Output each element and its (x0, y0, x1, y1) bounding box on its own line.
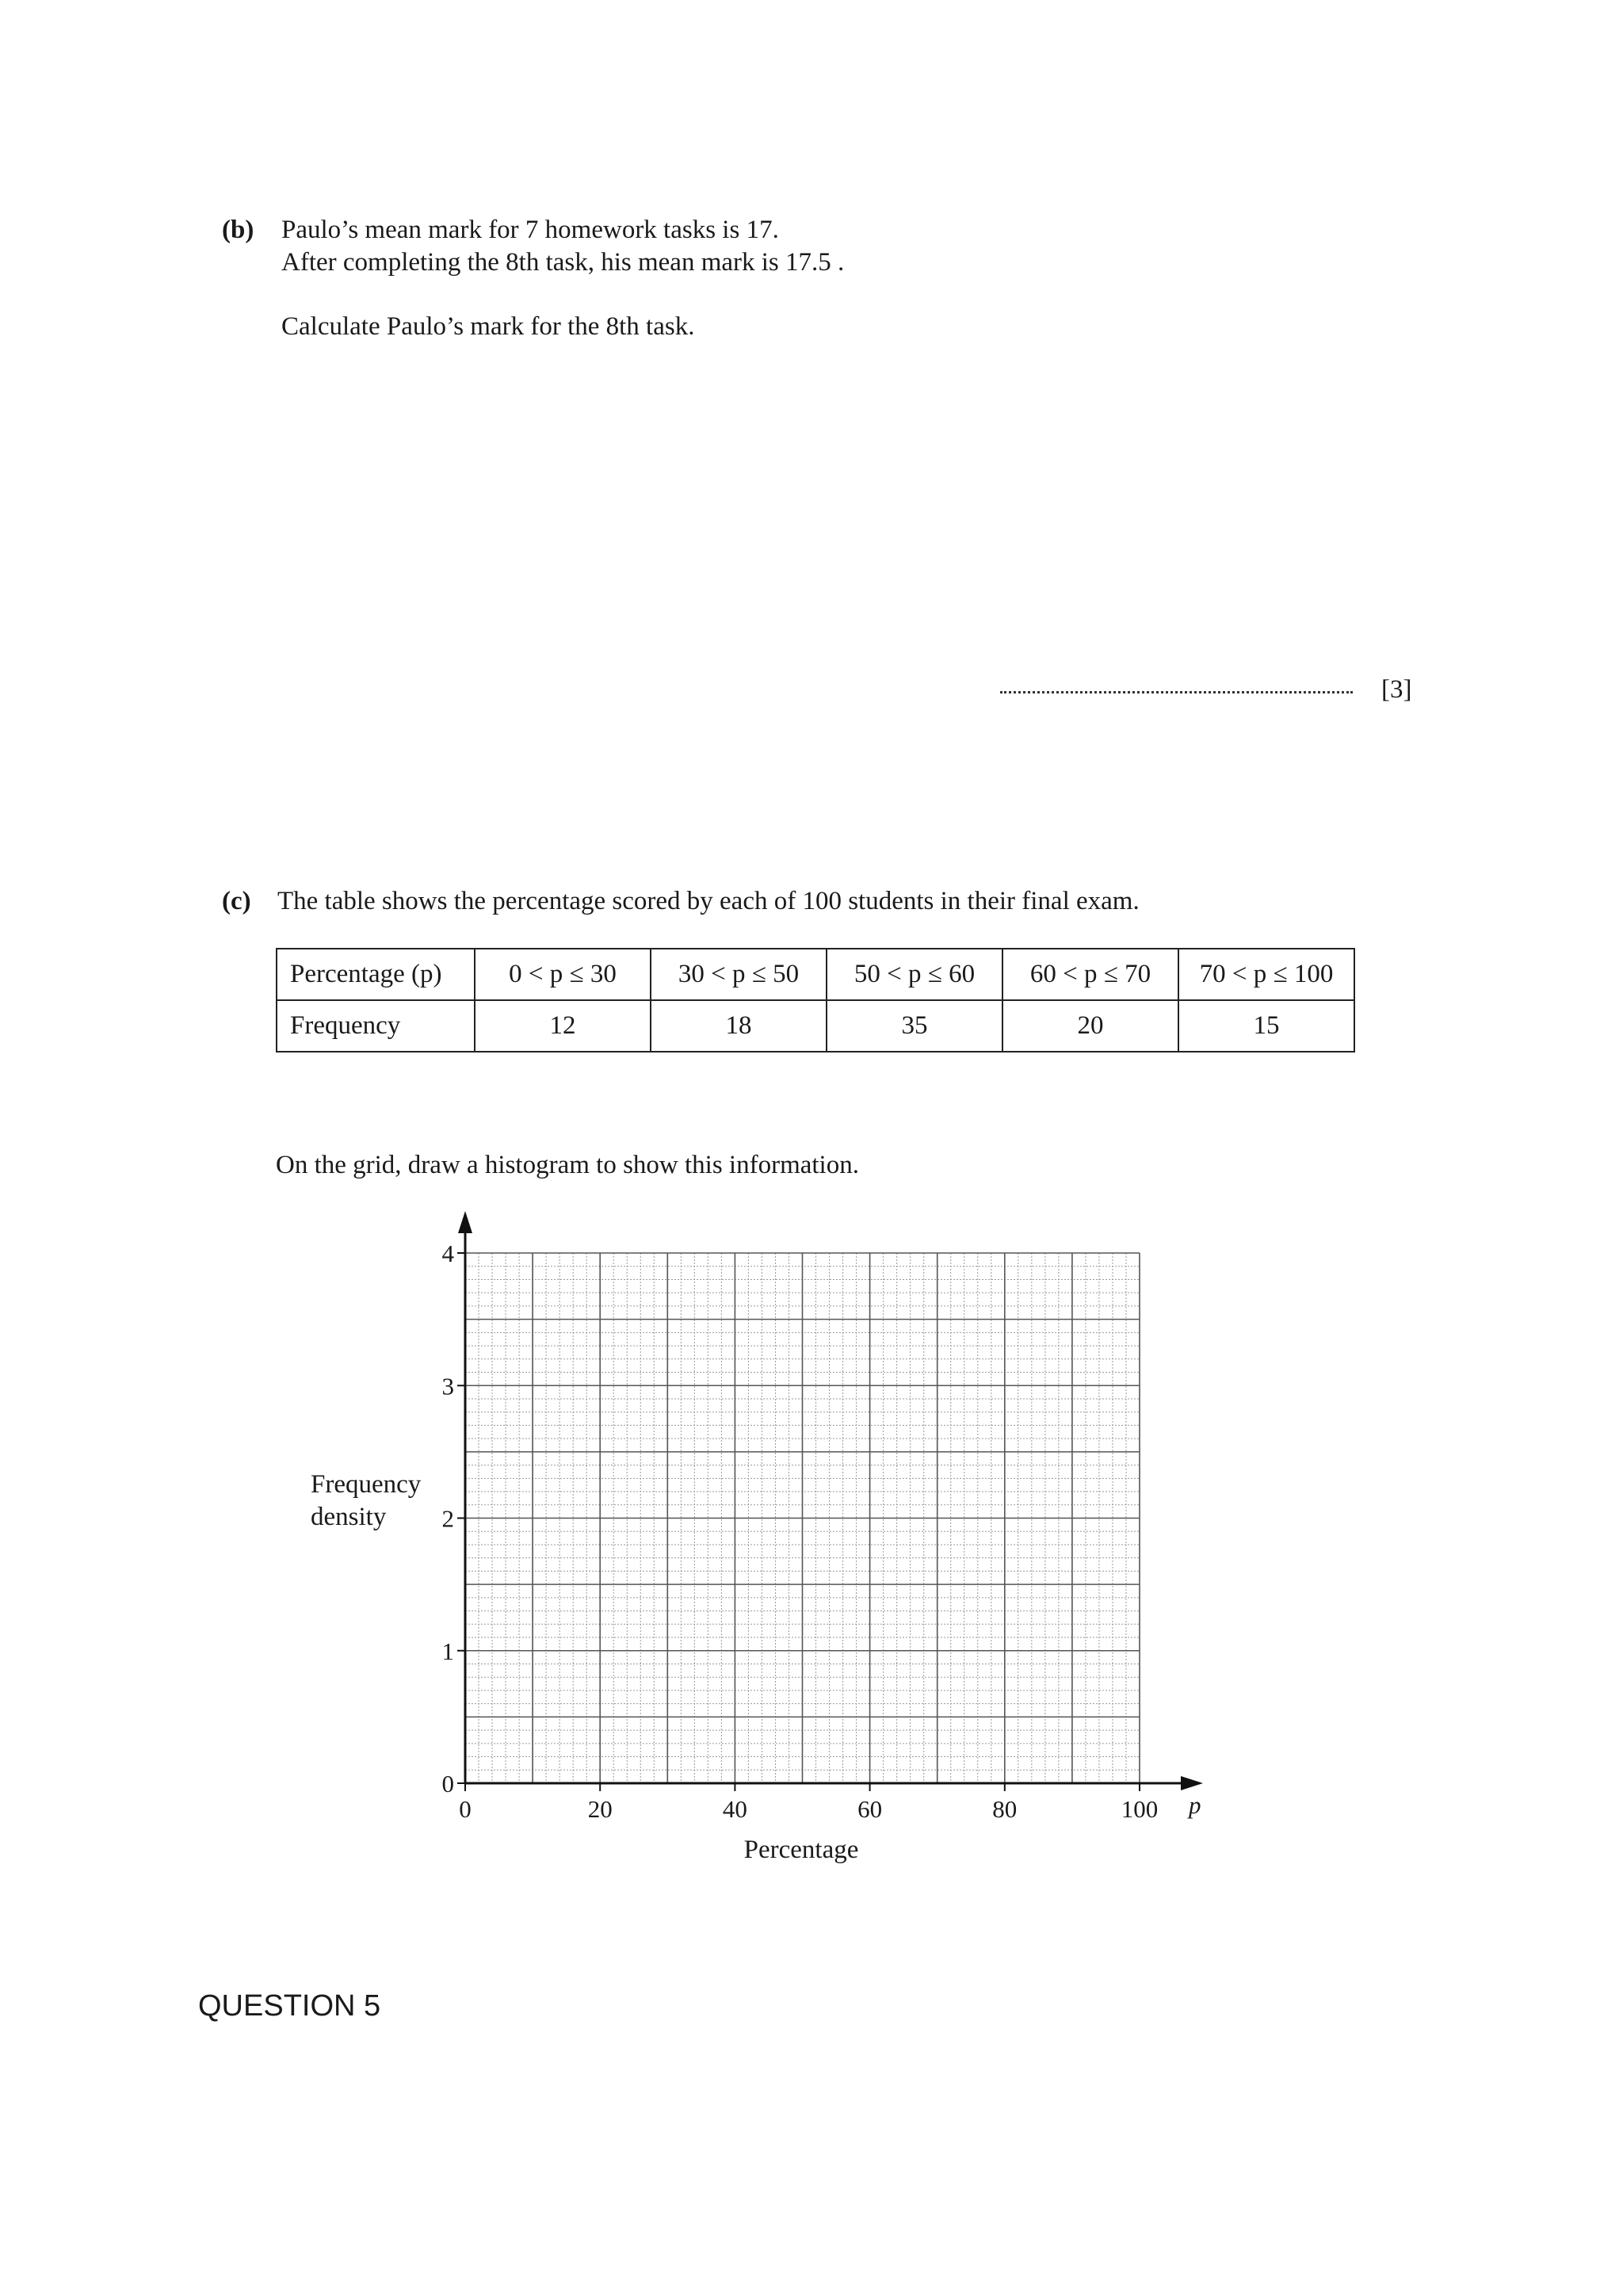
table-cell-interval: 0 < p ≤ 30 (475, 949, 651, 1000)
y-axis-arrow (458, 1211, 472, 1233)
y-axis-label-line-1: Frequency (311, 1470, 422, 1499)
table-cell-frequency: 35 (827, 1000, 1002, 1052)
part-b-label: (b) (222, 216, 254, 244)
y-tick-label: 4 (441, 1240, 454, 1267)
y-tick-label: 0 (441, 1770, 454, 1797)
y-axis-label-line-2: density (311, 1503, 387, 1531)
table-cell-interval: 70 < p ≤ 100 (1178, 949, 1354, 1000)
table-header-percentage: Percentage (p) (277, 949, 475, 1000)
x-tick-label: 0 (459, 1795, 472, 1823)
part-b-marks: [3] (1381, 675, 1412, 704)
grid-major-lines (465, 1253, 1140, 1783)
y-tick-label: 3 (441, 1372, 454, 1400)
table-cell-interval: 60 < p ≤ 70 (1002, 949, 1178, 1000)
table-cell-frequency: 18 (651, 1000, 827, 1052)
y-tick-label: 2 (441, 1504, 454, 1533)
table-header-frequency: Frequency (277, 1000, 475, 1052)
x-tick-label: 100 (1121, 1795, 1159, 1823)
x-tick-label: 80 (992, 1795, 1018, 1823)
x-axis-arrow (1181, 1776, 1203, 1790)
x-tick-label: 20 (587, 1795, 613, 1823)
table-cell-interval: 30 < p ≤ 50 (651, 949, 827, 1000)
table-cell-frequency: 20 (1002, 1000, 1178, 1052)
part-b-line-1: Paulo’s mean mark for 7 homework tasks is 17. (281, 216, 779, 244)
x-axis-symbol: p (1189, 1791, 1201, 1819)
part-c-label: (c) (222, 887, 251, 915)
table-cell-frequency: 12 (475, 1000, 651, 1052)
x-tick-label: 60 (857, 1795, 883, 1823)
axis-ticks (442, 1240, 1159, 1823)
question-label: QUESTION 5 (198, 1989, 381, 2023)
table-cell-frequency: 15 (1178, 1000, 1354, 1052)
x-axis-label: Percentage (743, 1836, 859, 1864)
y-tick-label: 1 (441, 1637, 454, 1665)
x-tick-label: 40 (722, 1795, 747, 1823)
part-b-line-2: After completing the 8th task, his mean mark is 17.5 . (281, 248, 845, 277)
part-c-instruction: On the grid, draw a histogram to show this information. (276, 1151, 859, 1179)
part-c-intro: The table shows the percentage scored by each of 100 students in their final exam. (277, 887, 1140, 915)
table-cell-interval: 50 < p ≤ 60 (827, 949, 1002, 1000)
part-b-instruction: Calculate Paulo’s mark for the 8th task. (281, 312, 695, 341)
